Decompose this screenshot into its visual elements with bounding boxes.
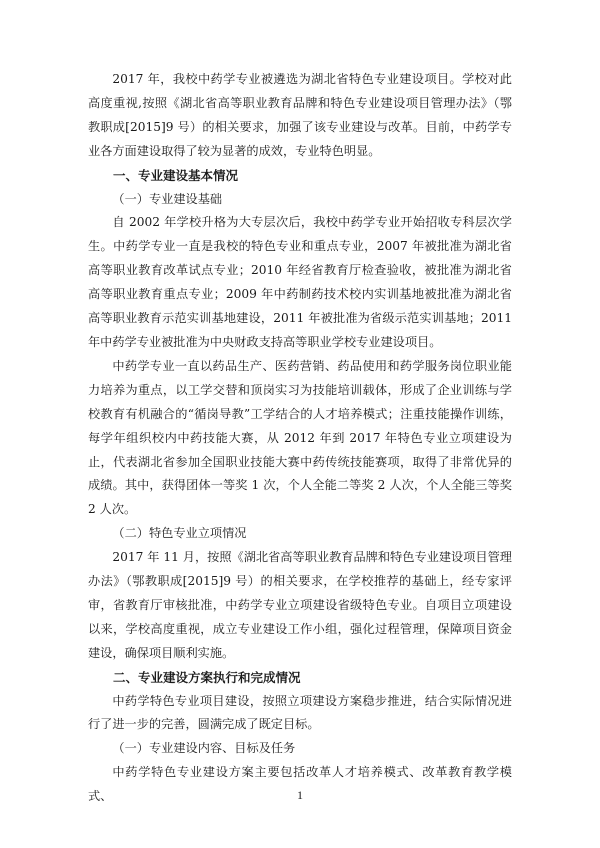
- execution-paragraph: 中药学特色专业项目建设，按照立项建设方案稳步推进，结合实际情况进行了进一步的完善，圆满完成了既定目标。: [88, 693, 512, 732]
- subsection-heading-project-approval: （二）特色专业立项情况: [112, 526, 247, 541]
- content-goals-paragraph: 中药学特色专业建设方案主要包括改革人才培养模式、改革教育教学模式、: [88, 765, 512, 804]
- section-heading-execution: 二、专业建设方案执行和完成情况: [113, 669, 301, 685]
- foundation-paragraph: 自 2002 年学校升格为大专层次后，我校中药学专业开始招收专科层次学生。中药学专业一直是我校的特色专业和重点专业，2007 年被批准为湖北省高等职业教育改革试点专业；2010 年经省教育厅检查验收，被批准为湖北省高等职业教育重点专业；2009 年中药制药技术校内实训基地被批准为湖北省高等职业教育示范实训基地建设，2011 年被批准为省级示范实训基地；2011 年中药学专业被批准为中央财政支持高等职业学校专业建设项目。: [88, 215, 512, 349]
- subsection-heading-content-goals: （一）专业建设内容、目标及任务: [112, 741, 296, 756]
- subsection-heading-foundation: （一）专业建设基础: [112, 191, 223, 206]
- page-number: 1: [297, 788, 303, 802]
- approval-paragraph: 2017 年 11 月，按照《湖北省高等职业教育品牌和特色专业建设项目管理办法》（鄂教职成[2015]9 号）的相关要求，在学校推荐的基础上，经专家评审，省教育厅审核批准，中药学专业立项建设省级特色专业。自项目立项建设以来，学校高度重视，成立专业建设工作小组，强化过程管理，保障项目资金建设，确保项目顺利实施。: [88, 550, 512, 660]
- section-heading-basic-situation: 一、专业建设基本情况: [113, 167, 239, 183]
- document-body: [88, 68, 512, 809]
- intro-paragraph: 2017 年，我校中药学专业被遴选为湖北省特色专业建设项目。学校对此高度重视,按照《湖北省高等职业教育品牌和特色专业建设项目管理办法》（鄂教职成[2015]9 号）的相关要求，加强了该专业建设与改革。目前，中药学专业各方面建设取得了较为显著的成效，专业特色明显。: [88, 72, 512, 158]
- training-paragraph: 中药学专业一直以药品生产、医药营销、药品使用和药学服务岗位职业能力培养为重点，以工学交替和顶岗实习为技能培训载体，形成了企业训练与学校教育有机融合的“循岗导教”工学结合的人才培养模式；注重技能操作训练，每学年组织校内中药技能大赛，从 2012 年到 2017 年特色专业立项建设为止，代表湖北省参加全国职业技能大赛中药传统技能赛项，取得了非常优异的成绩。其中，获得团体一等奖 1 次，个人全能二等奖 2 人次，个人全能三等奖 2 人次。: [88, 358, 512, 517]
